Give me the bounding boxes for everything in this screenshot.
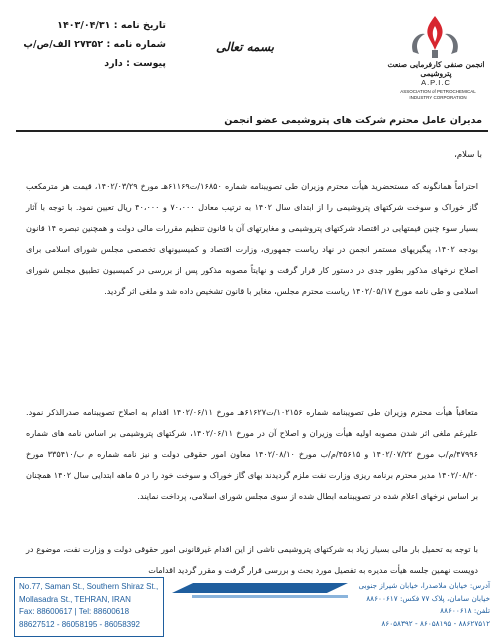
letter-attachment: پیوست : دارد	[104, 58, 166, 69]
basmala-heading: بسمه تعالی	[215, 40, 275, 54]
org-abbreviation: A.P.I.C	[421, 78, 451, 87]
letterhead-footer	[14, 577, 490, 637]
letter-meta	[23, 16, 166, 73]
footer-en-line-2: Mollasadra St., TEHRAN, IRAN	[19, 594, 131, 604]
org-name-en	[392, 89, 484, 101]
letter-number: شماره نامه : ۲۷۳۵۲ الف/ص/پ	[23, 39, 166, 50]
footer-en-line-4: 88627512 - 86058195 - 86058392	[19, 619, 140, 629]
org-name-fa: انجمن صنفی کارفرمایی صنعت پتروشیمی	[387, 60, 485, 78]
header-divider	[16, 130, 488, 132]
footer-address-fa	[352, 577, 490, 630]
letter-paragraph-3: با توجه به تحمیل بار مالی بسیار زیاد به شرکتهای پتروشیمی ناشی از این اقدام غیرقانونی امور حقوقی دولت و وزارت نفت، موضوع در دویست نهمین جلسه هیأت مدیره به تفصیل مورد بحث و بررسی قرار گرفت و مقرر گردید اقدامات	[26, 544, 478, 575]
footer-fa-line-4: ۸۸۶۲۷۵۱۲ - ۸۶۰۵۸۱۹۵ - ۸۶۰۵۸۳۹۲	[381, 618, 490, 628]
footer-decorative-bar	[172, 583, 348, 593]
footer-bar-underline	[192, 595, 348, 598]
letter-date: تاریخ نامه : ۱۴۰۳/۰۴/۳۱	[57, 20, 166, 31]
footer-fa-line-1: آدرس: خیابان ملاصدرا، خیابان شیراز جنوبی	[358, 581, 490, 590]
footer-address-en	[14, 577, 164, 637]
org-name-en-line-1: ASSOCIATION of PETROCHEMICAL	[400, 89, 476, 94]
footer-fa-line-3: تلفن: ۸۸۶۰۰۶۱۸	[440, 606, 490, 616]
footer-bar-stripe	[172, 583, 348, 593]
letter-paragraph-2: متعاقباً هیأت محترم وزیران طی تصویبنامه شماره ۱۰۲۱۵۶/ت۶۱۶۲۷هـ مورخ ۱۴۰۲/۰۶/۱۱ اقدام به اصلاح تصویبنامه صدرالذکر نمود. علیرغم ملغی اثر شدن مصوبه اولیه هیأت وزیران و اصلاح آن در مورخ ۱۴۰۲/۰۶/۱۱، شرکتهای پتروشیمی بر اساس نامه های شماره ۴۷۹۹۶/م/ب مورخ ۱۴۰۲/۰۷/۲۲ و ۴۵۶۱۵/م/ب مورخ ۱۴۰۲/۰۸/۱۰ معاون امور حقوقی دولت و نیز نامه شماره م ب/۳۳۵۴۱۰ مورخ ۱۴۰۲/۰۸/۲۰ مدیر محترم برنامه ریزی وزارت نفت ملزم گردیدند بهای گاز خوراک و سوخت خود را در ۵ ماهه ابتدایی سال ۱۴۰۲ همچنان بر اساس نرخهای اعلام شده در تصویبنامه ابطال شده از سوی مجلس شورای اسلامی، پرداخت نمایند.	[26, 407, 479, 501]
letter-paragraph-1: احتراماً همانگونه که مستحضرید هیأت محترم وزیران طی تصویبنامه شماره ۱۶۸۵۰/ت۶۱۱۶۹هـ مورخ ۱۴۰۲/۰۳/۲۹، قیمت هر مترمکعب گاز خوراک و سوخت شرکتهای پتروشیمی را از ابتدای سال ۱۴۰۲ به ترتیب معادل ۷۰،۰۰۰ و ۴۰،۰۰۰ ریال تعیین نمود. با توجه با آثار بسیار سوء چنین قیمتهایی در اقتصاد شرکتهای پتروشیمی و مغایرتهای آن با قانون تنظیم مقررات مالی دولت و همچنین تبصره ۱۴ قانون بودجه ۱۴۰۲، پیگیریهای مستمر انجمن در نهاد ریاست جمهوری، وزارت اقتصاد و کمیسیونهای تخصصی مجلس شورای اسلامی برای اصلاح نرخهای مذکور بطور جدی در دستور کار قرار گرفت و نهایتاً مصوبه مذکور پس از بررسی در کمیسیون تطبیق مجلس شورای اسلامی و طی نامه مورخ ۱۴۰۲/۰۵/۱۷ ریاست محترم مجلس، مغایر با قانون تشخیص داده شد و ملغی اثر گردید.	[26, 181, 479, 296]
letter-greeting: با سلام،	[454, 150, 482, 160]
footer-fa-line-2: خیابان سامان، پلاک ۷۷ فکس: ۸۸۶۰۰۶۱۷	[366, 593, 490, 603]
footer-en-line-1: No.77, Saman St., Southern Shiraz St.,	[19, 582, 159, 591]
footer-en-line-3: Fax: 88600617 | Tel: 88600618	[19, 607, 130, 617]
org-name-en-line-2: INDUSTRY CORPORATION	[409, 95, 467, 100]
letter-addressee: مدیران عامل محترم شرکت های پتروشیمی عضو انجمن	[224, 115, 482, 126]
